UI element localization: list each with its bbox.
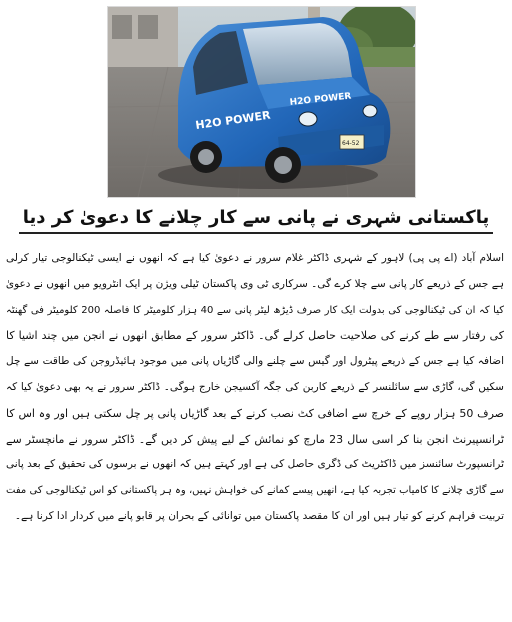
article-line: سکیں گی، گاڑی سے سائلنسر کے ذریعے کاربن کی جگہ آکسیجن خارج ہوگی۔ ڈاکٹر سرور نے یہ بھی دعویٰ کیا کہ <box>6 380 504 393</box>
car-side-logo: H2O POWER <box>194 108 272 132</box>
car-photo-illustration <box>108 7 415 197</box>
article-line: صرف 50 ہزار روپے کے خرچ سے اضافی کٹ نصب کرنے کے بعد گاڑیاں پانی پر چل سکتی ہیں اور وہ اس کا <box>6 406 504 420</box>
article-line: سے گاڑی چلانے کا کامیاب تجربہ کیا ہے، انھیں پیسے کمانے کی خواہش نہیں، وہ ہر پاکستانی کو اس ٹیکنالوجی کی مفت <box>6 485 504 497</box>
license-plate: 64-52 <box>342 140 360 147</box>
article-line: کی رفتار سے طے کرنے کی صلاحیت حاصل کرلے گی۔ ڈاکٹر سرور کے مطابق انھوں نے انجن میں چند اشیا کا <box>6 329 504 343</box>
car-hood-logo: H2O POWER <box>289 91 352 108</box>
headline-text: پاکستانی شہری نے پانی سے کار چلانے کا دعویٰ کر دیا <box>19 206 494 234</box>
article-line: اسلام آباد (اے پی پی) لاہور کے شہری ڈاکٹر غلام سرور نے دعویٰ کیا ہے کہ انھوں نے ایسی ٹیکنالوجی تیار کرلی <box>6 252 504 264</box>
article-line: ٹرانسپیرنٹ انجن بنا کر اسی سال 23 مارچ کو نمائش کے لیے پیش کر دیں گے۔ ڈاکٹر سرور نے مانچسٹر سے <box>6 432 504 446</box>
article-line: تربیت فراہم کرنے کو تیار ہیں اور ان کا مقصد پاکستان میں توانائی کے بحران پر قابو پانے میں کردار ادا کرنا ہے۔ <box>14 509 504 522</box>
article-line: ہے جس کے ذریعے کار پانی سے چلا کرے گی۔ سرکاری ٹی وی پاکستان ٹیلی ویژن پر ایک انٹرویو میں انھوں نے دعویٰ <box>6 277 504 290</box>
article-line: ٹرانسپورٹ سائنسز میں ڈاکٹریٹ کی ڈگری حاصل کی ہے اور کہتے ہیں کہ انھوں نے برسوں کی تحقیق کے بعد پانی <box>6 458 504 471</box>
car-photo <box>107 6 416 198</box>
article-body <box>6 246 504 530</box>
article-line: اضافہ کیا ہے جس کے ذریعے پیٹرول اور گیس سے چلنے والی گاڑیاں پانی میں موجود ہائیڈروجن کی طاقت سے چل <box>6 355 504 368</box>
headline <box>0 206 512 234</box>
article-line: کیا کہ ان کی ٹیکنالوجی کی بدولت ایک کار صرف ڈیڑھ لیٹر پانی سے 40 ہزار کلومیٹر کا فاصلہ 200 کلومیٹر فی گھنٹہ <box>6 304 504 316</box>
